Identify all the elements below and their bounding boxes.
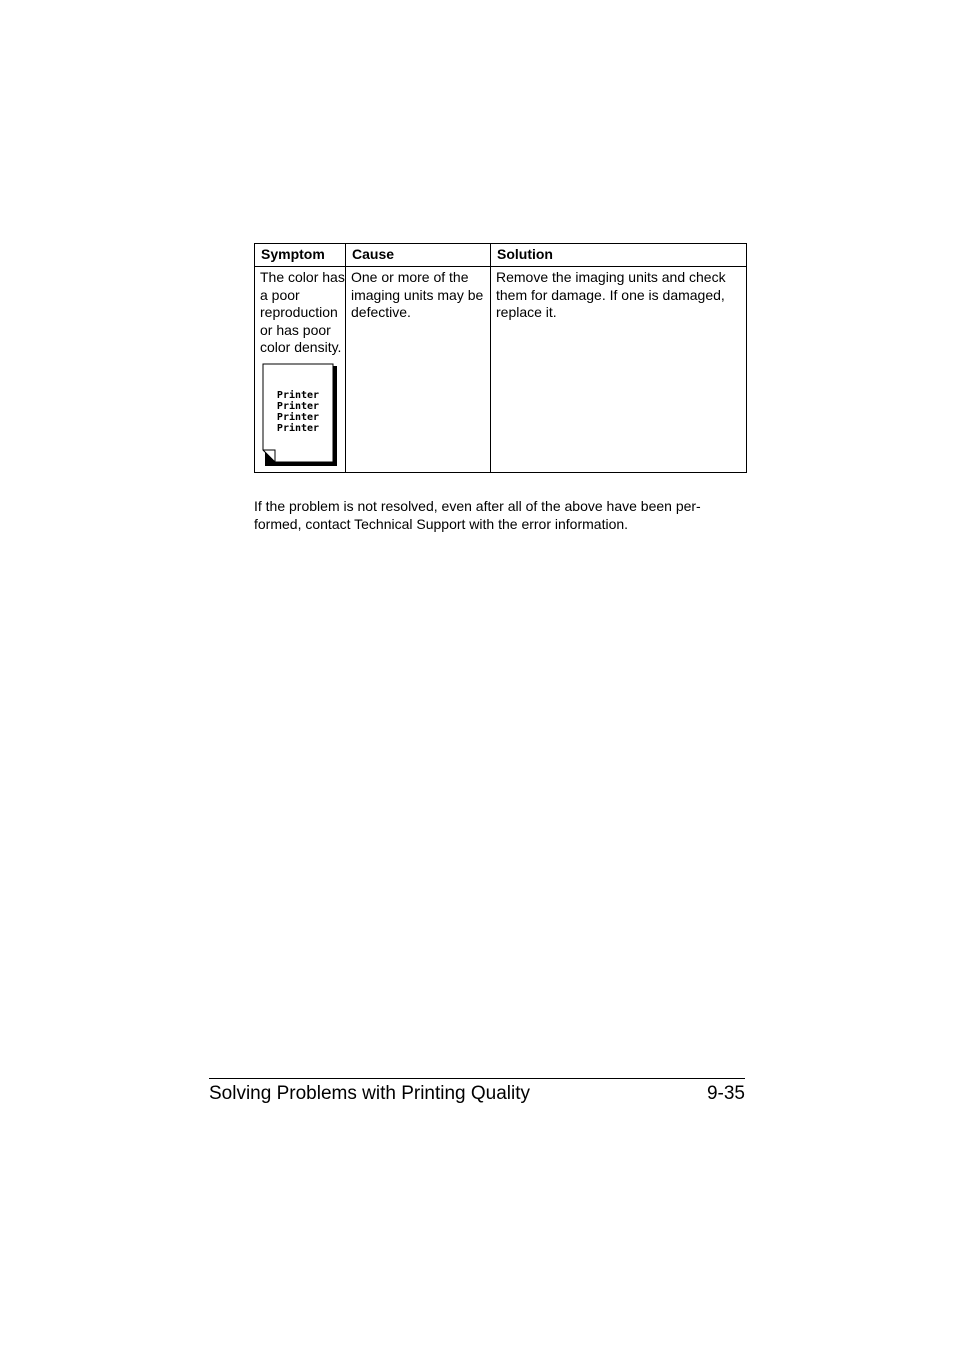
table-header-row	[255, 244, 747, 267]
symptom-cell	[255, 267, 346, 473]
illustration-line-3: Printer	[276, 411, 320, 423]
solution-cell	[491, 267, 747, 473]
illustration-line-4: Printer	[276, 422, 320, 434]
troubleshooting-table	[254, 243, 747, 473]
cause-text: One or more of the imaging units may be defective.	[351, 269, 484, 320]
header-cause: Cause	[346, 244, 491, 267]
support-note-line-2: formed, contact Technical Support with the error information.	[254, 516, 629, 532]
footer-section-title: Solving Problems with Printing Quality	[209, 1083, 531, 1104]
header-symptom: Symptom	[255, 244, 346, 267]
printed-page-illustration	[262, 363, 338, 467]
cause-cell	[346, 267, 491, 473]
table-row	[255, 267, 747, 473]
support-note-line-1: If the problem is not resolved, even after all of the above have been per-	[254, 498, 701, 514]
footer-divider	[209, 1078, 745, 1079]
illustration-line-2: Printer	[276, 400, 320, 412]
header-solution: Solution	[491, 244, 747, 267]
footer-page-number: 9-35	[706, 1083, 745, 1104]
illustration-line-1: Printer	[276, 389, 320, 401]
symptom-text: The color has a poor reproduction or has poor color density.	[260, 269, 345, 355]
support-note	[254, 497, 746, 533]
solution-text: Remove the imaging units and check them for damage. If one is damaged, replace it.	[496, 269, 726, 320]
